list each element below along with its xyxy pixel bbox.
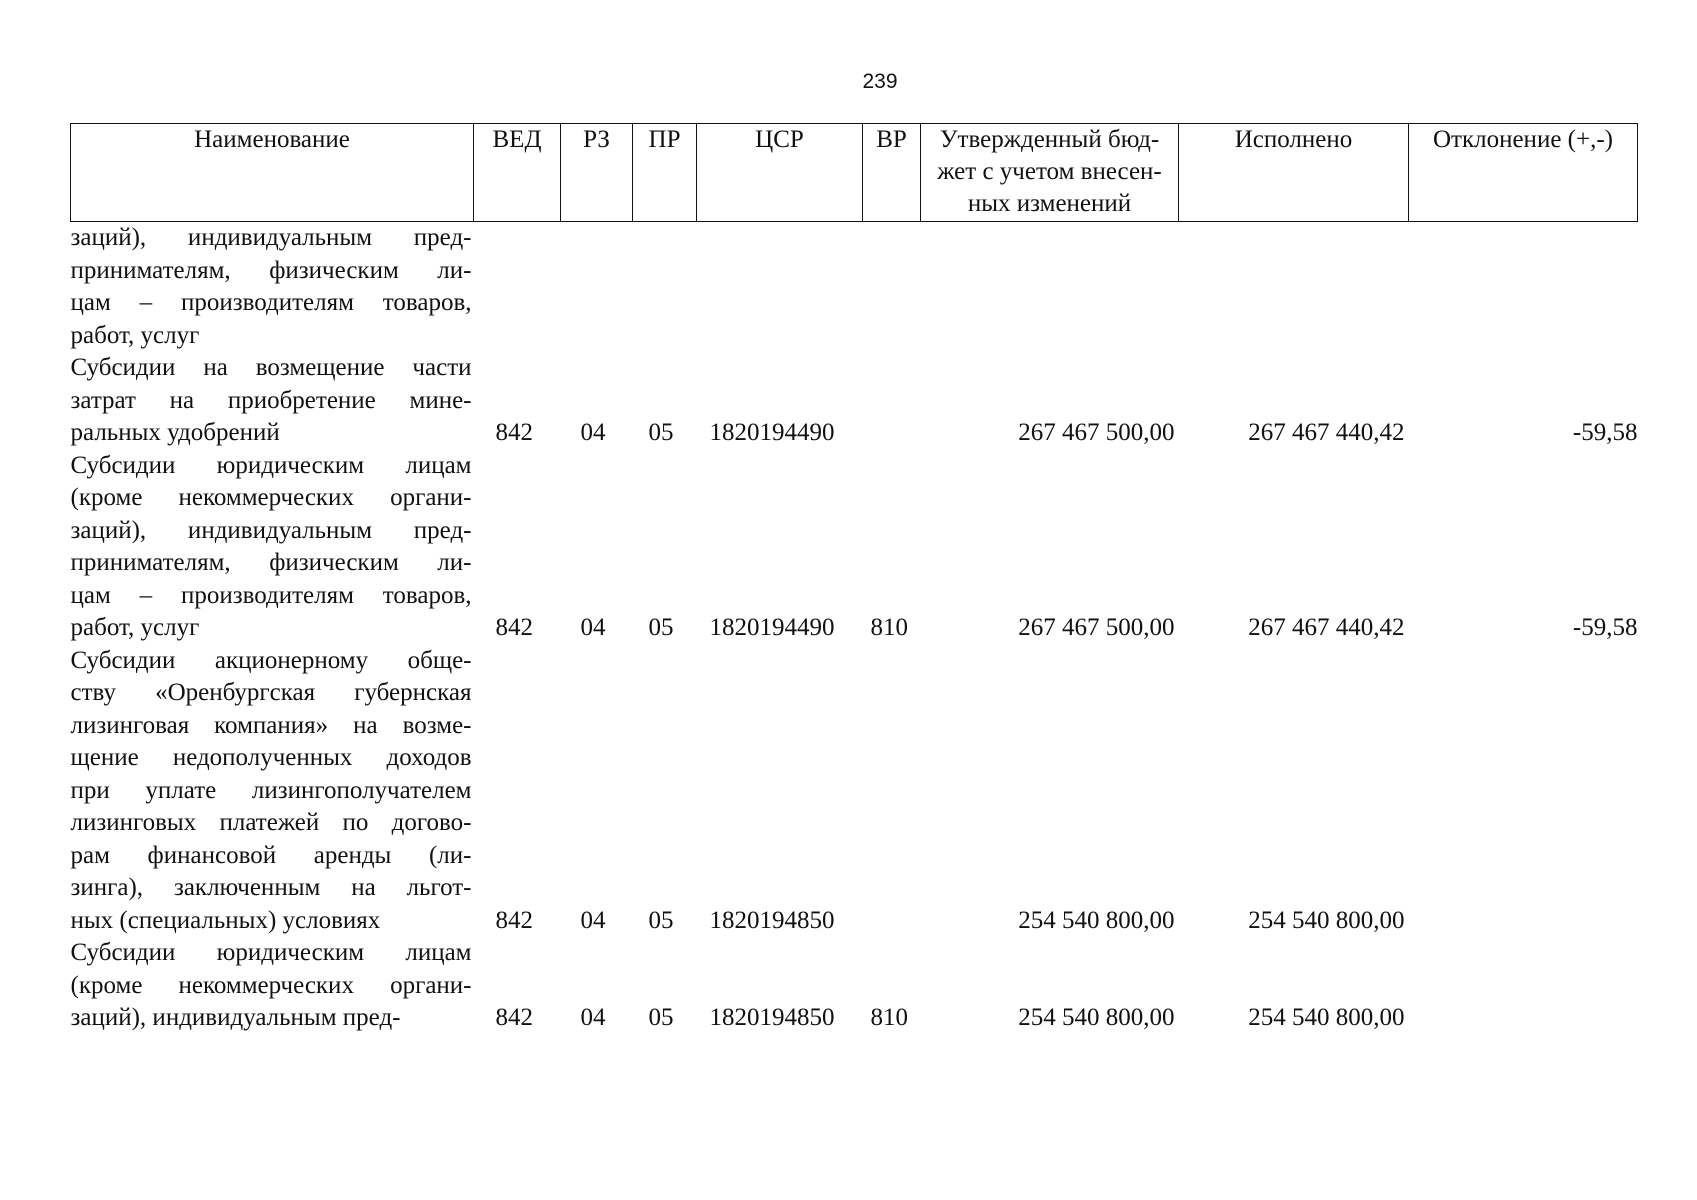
cell-ved: 842 (495, 1004, 533, 1031)
header-vr: ВР (863, 124, 921, 222)
header-rz: РЗ (561, 124, 633, 222)
name-line: рам финансовой аренды (ли- (70, 841, 472, 869)
name-line: цам – производителям товаров, (70, 289, 472, 316)
cell-pr: 05 (648, 906, 674, 934)
cell-csr: 1820194850 (709, 906, 835, 934)
name-line: Субсидии на возмещение части (70, 354, 472, 381)
cell-ved (474, 222, 561, 353)
name-line: Субсидии юридическим лицам (70, 451, 472, 479)
name-line: щение недополученных доходов (70, 744, 472, 771)
budget-table (70, 123, 1638, 1035)
name-line: лизинговая компания» на возме- (70, 711, 472, 739)
name-line: принимателям, физическим ли- (70, 256, 472, 284)
table-row (71, 450, 1638, 645)
name-line: лизинговых платежей по догово- (70, 809, 472, 836)
header-ved: ВЕД (474, 124, 561, 222)
cell-executed (1179, 222, 1409, 353)
cell-rz: 04 (580, 419, 606, 446)
name-line: принимателям, физическим ли- (70, 549, 472, 576)
cell-vr (863, 222, 921, 353)
name-line: ральных удобрений (70, 419, 280, 446)
cell-executed: 254 540 800,00 (1248, 906, 1405, 934)
cell-pr: 05 (648, 614, 674, 641)
cell-ved: 842 (495, 906, 533, 934)
cell-name (71, 352, 474, 450)
cell-executed: 267 467 440,42 (1248, 614, 1405, 641)
cell-name (71, 450, 474, 645)
cell-name (71, 937, 474, 1035)
header-pr: ПР (633, 124, 697, 222)
name-line: заций), индивидуальным пред- (70, 224, 472, 251)
cell-vr (863, 352, 921, 450)
name-line: ных (специальных) условиях (70, 906, 381, 934)
cell-deviation: -59,58 (1572, 419, 1638, 446)
cell-approved: 267 467 500,00 (1018, 614, 1175, 641)
cell-pr: 05 (648, 419, 674, 446)
cell-executed: 254 540 800,00 (1248, 1004, 1405, 1031)
name-line: заций), индивидуальным пред- (70, 516, 472, 544)
cell-approved: 254 540 800,00 (1018, 906, 1175, 934)
cell-rz: 04 (580, 614, 606, 641)
table-header (71, 124, 1638, 222)
name-line: цам – производителям товаров, (70, 581, 472, 609)
cell-deviation: -59,58 (1572, 614, 1638, 641)
name-line: Субсидии юридическим лицам (70, 939, 472, 966)
cell-approved: 267 467 500,00 (1018, 419, 1175, 446)
cell-pr (633, 222, 697, 353)
cell-csr: 1820194850 (709, 1004, 835, 1031)
name-line: зинга), заключенным на льгот- (70, 874, 472, 901)
header-executed: Исполнено (1179, 124, 1409, 222)
header-csr: ЦСР (697, 124, 863, 222)
header-approved-line: ных изменений (967, 190, 1132, 217)
cell-csr (697, 222, 863, 353)
cell-approved: 254 540 800,00 (1018, 1004, 1175, 1031)
name-line: Субсидии акционерному обще- (70, 646, 472, 674)
cell-csr: 1820194490 (709, 614, 835, 641)
cell-executed: 267 467 440,42 (1248, 419, 1405, 446)
page-number: 239 (862, 70, 898, 93)
table-row (71, 222, 1638, 353)
table-row (71, 352, 1638, 450)
cell-rz: 04 (580, 906, 606, 934)
name-line: ству «Оренбургская губернская (70, 679, 472, 706)
name-line: работ, услуг (70, 614, 200, 641)
cell-name (71, 645, 474, 938)
name-line: (кроме некоммерческих органи- (70, 484, 472, 511)
cell-rz (561, 222, 633, 353)
cell-deviation (1409, 937, 1638, 1035)
cell-rz: 04 (580, 1004, 606, 1031)
cell-vr: 810 (870, 1004, 908, 1031)
name-line: работ, услуг (70, 321, 200, 349)
table-row (71, 937, 1638, 1035)
cell-deviation (1409, 645, 1638, 938)
cell-name (71, 222, 474, 353)
cell-vr (863, 645, 921, 938)
cell-deviation (1409, 222, 1638, 353)
cell-approved (921, 222, 1179, 353)
cell-vr: 810 (870, 614, 908, 641)
name-line: затрат на приобретение мине- (70, 386, 472, 414)
cell-csr: 1820194490 (709, 419, 835, 446)
header-approved-line: Утвержденный бюд- (939, 126, 1160, 153)
header-approved-line: жет с учетом внесен- (937, 158, 1162, 185)
header-name: Наименование (71, 124, 474, 222)
table-body (71, 222, 1638, 1035)
cell-ved: 842 (495, 614, 533, 641)
name-line: заций), индивидуальным пред- (70, 1004, 401, 1031)
header-deviation: Отклонение (+,-) (1409, 124, 1638, 222)
name-line: при уплате лизингополучателем (70, 776, 472, 804)
cell-pr: 05 (648, 1004, 674, 1031)
cell-ved: 842 (495, 419, 533, 446)
name-line: (кроме некоммерческих органи- (70, 971, 472, 999)
table-row (71, 645, 1638, 938)
header-approved (921, 124, 1179, 222)
